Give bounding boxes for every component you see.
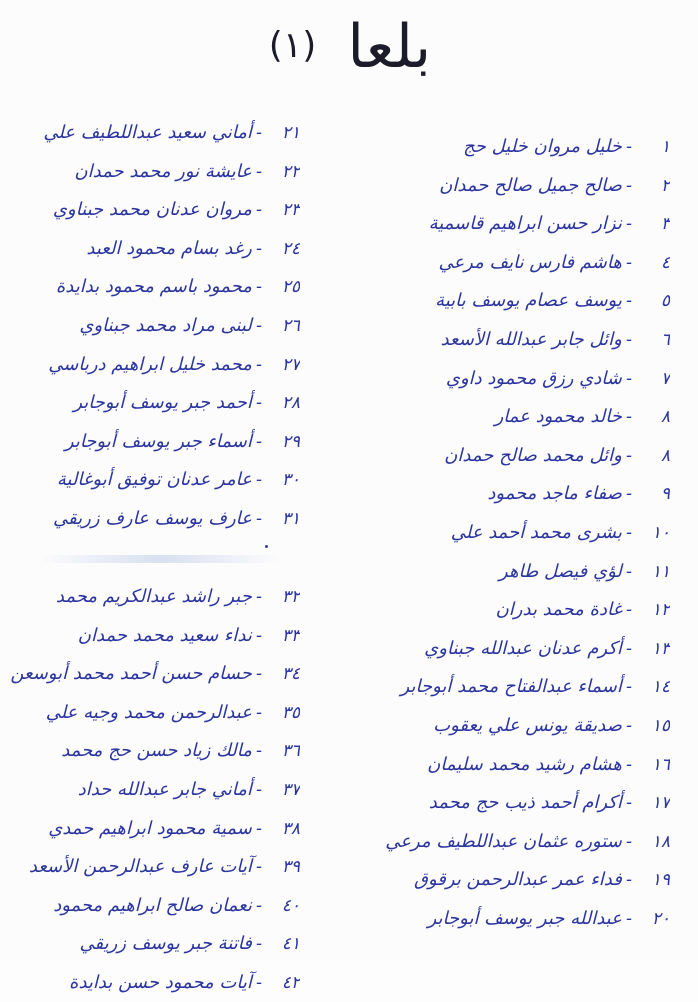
list-item (0, 964, 300, 1002)
item-number: ٨ (660, 407, 670, 428)
item-name: صالح جميل صالح حمدان (439, 174, 622, 196)
item-dash: - (255, 664, 262, 685)
item-name: يوسف عصام يوسف بابية (435, 290, 622, 312)
list-item (0, 268, 300, 306)
list-item (340, 514, 670, 552)
item-number: ١ (660, 137, 670, 157)
item-dash: - (625, 716, 632, 736)
item-number: ٢٣ (281, 200, 300, 221)
list-item (340, 282, 670, 320)
item-name: أسماء عبدالفتاح محمد أبوجابر (400, 676, 622, 698)
item-dash: - (255, 780, 262, 800)
list-item (0, 423, 300, 461)
item-name: آيات عارف عبدالرحمن الأسعد (28, 856, 252, 878)
item-dash: - (625, 561, 632, 582)
item-number: ٣٦ (281, 741, 300, 762)
title-word: بلعا (347, 12, 432, 82)
item-dash: - (625, 793, 632, 814)
item-dash: - (625, 407, 632, 428)
list-item (340, 553, 670, 591)
item-number: ٢٢ (281, 161, 300, 182)
list-item (0, 617, 300, 655)
item-name: خالد محمود عمار (494, 406, 622, 428)
item-dash: - (255, 934, 262, 955)
item-name: صديقة يونس علي يعقوب (433, 715, 622, 736)
item-number: ٧ (660, 368, 670, 389)
item-number: ٢٠ (651, 909, 670, 929)
list-item (340, 668, 670, 706)
item-dash: - (255, 277, 262, 298)
item-dash: - (255, 200, 262, 221)
item-number: ٢٤ (281, 238, 300, 259)
ink-smudge (40, 555, 280, 563)
item-number: ٣٨ (281, 818, 300, 839)
item-name: بشرى محمد أحمد علي (450, 522, 622, 543)
list-item (340, 630, 670, 668)
list-item (340, 437, 670, 475)
item-number: ٣٥ (281, 702, 300, 723)
item-number: ٢٥ (281, 277, 300, 298)
list-item (340, 861, 670, 899)
list-item (0, 153, 300, 191)
item-name: لبنى مراد محمد جبناوي (79, 315, 252, 336)
list-item (0, 887, 300, 925)
list-item (0, 771, 300, 809)
item-dash: - (625, 330, 632, 350)
item-dash: - (255, 161, 262, 182)
page-title (200, 6, 500, 86)
list-item (340, 475, 670, 513)
item-number: ٣٣ (281, 625, 300, 646)
item-dash: - (255, 857, 262, 878)
item-name: أماني سعيد عبداللطيف علي (43, 122, 252, 143)
item-dash: - (625, 677, 632, 698)
list-item (0, 500, 300, 538)
item-name: عبدالرحمن محمد وجيه علي (45, 701, 252, 723)
item-name: أماني جابر عبدالله حداد (77, 779, 252, 800)
item-number: ١٩ (651, 870, 670, 891)
item-dash: - (625, 484, 632, 505)
item-name: هشام رشيد محمد سليمان (427, 753, 622, 775)
list-item (0, 384, 300, 422)
list-item (0, 925, 300, 963)
item-dash: - (255, 316, 262, 336)
item-name: مالك زياد حسن حج محمد (61, 740, 252, 762)
item-dash: - (625, 600, 632, 621)
list-item (340, 398, 670, 436)
list-item (340, 591, 670, 629)
item-dash: - (625, 252, 632, 273)
item-dash: - (625, 137, 632, 157)
item-dash: - (625, 445, 632, 466)
list-item (340, 244, 670, 282)
item-number: ١٨ (651, 831, 670, 852)
item-number: ١٠ (651, 523, 670, 543)
item-name: أكرام أحمد ذيب حج محمد (428, 792, 622, 814)
item-dash: - (255, 702, 262, 723)
item-number: ١١ (651, 561, 670, 582)
item-name: آيات محمود حسن بدايدة (69, 972, 252, 993)
list-item (0, 191, 300, 229)
item-dash: - (255, 587, 262, 607)
item-number: ٢٩ (281, 431, 300, 452)
item-number: ٢٧ (281, 354, 300, 375)
item-name: وائل محمد صالح حمدان (444, 444, 622, 466)
list-item (0, 114, 300, 152)
item-name: صفاء ماجد محمود (487, 483, 622, 505)
item-dash: - (255, 509, 262, 529)
item-name: أسماء جبر يوسف أبوجابر (64, 430, 252, 452)
item-number: ٣٧ (281, 780, 300, 800)
item-number: ٢٦ (281, 316, 300, 336)
item-name: أكرم عدنان عبدالله جبناوي (424, 637, 622, 659)
item-number: ٩ (660, 484, 670, 505)
list-item (340, 321, 670, 359)
list-item (340, 128, 670, 166)
item-name: نعمان صالح ابراهيم محمود (53, 894, 252, 916)
item-name: لؤي فيصل طاهر (499, 560, 622, 582)
item-name: خليل مروان خليل حج (463, 136, 622, 157)
list-item (0, 810, 300, 848)
ink-dot (265, 545, 268, 548)
item-dash: - (255, 818, 262, 839)
item-number: ٣٩ (281, 857, 300, 878)
list-item (0, 230, 300, 268)
list-item (340, 360, 670, 398)
list-item (0, 848, 300, 886)
item-name: وائل جابر عبدالله الأسعد (440, 329, 622, 350)
item-number: ٨ (660, 445, 670, 466)
list-item (340, 823, 670, 861)
item-dash: - (255, 431, 262, 452)
item-name: سمية محمود ابراهيم حمدي (48, 817, 252, 839)
item-name: هاشم فارس نايف مرعي (438, 251, 622, 273)
list-item (0, 307, 300, 345)
item-number: ٤٠ (281, 895, 300, 916)
list-item (0, 461, 300, 499)
item-number: ١٣ (651, 638, 670, 659)
list-item (0, 655, 300, 693)
item-dash: - (255, 393, 262, 414)
item-number: ٣٢ (281, 587, 300, 607)
item-number: ٣٠ (281, 470, 300, 491)
item-number: ٢١ (281, 123, 300, 143)
list-item (340, 746, 670, 784)
item-number: ٣٤ (281, 664, 300, 685)
item-dash: - (625, 909, 632, 929)
item-dash: - (625, 870, 632, 891)
item-name: عايشة نور محمد حمدان (74, 160, 252, 182)
item-dash: - (625, 368, 632, 389)
item-dash: - (255, 741, 262, 762)
item-dash: - (255, 123, 262, 143)
item-number: ١٤ (651, 677, 670, 698)
item-name: مروان عدنان محمد جبناوي (52, 199, 252, 221)
item-name: جبر راشد عبدالكريم محمد (55, 586, 252, 607)
item-number: ٤٢ (281, 973, 300, 993)
item-dash: - (255, 895, 262, 916)
item-dash: - (625, 754, 632, 775)
item-name: محمد خليل ابراهيم درباسي (48, 353, 252, 375)
item-dash: - (255, 973, 262, 993)
item-name: عبدالله جبر يوسف أبوجابر (427, 908, 622, 929)
item-name: فاتنة جبر يوسف زريقي (79, 933, 252, 955)
item-number: ١٦ (651, 754, 670, 775)
item-name: محمود باسم محمود بدايدة (55, 276, 252, 298)
item-number: ٦ (660, 330, 670, 350)
item-number: ١٥ (651, 716, 670, 736)
item-name: فداء عمر عبدالرحمن برقوق (414, 869, 622, 891)
item-dash: - (625, 638, 632, 659)
item-dash: - (625, 291, 632, 312)
item-name: نزار حسن ابراهيم قاسمية (428, 213, 622, 235)
list-item (340, 900, 670, 938)
item-name: عامر عدنان توفيق أبوغالية (56, 469, 252, 491)
item-name: أحمد جبر يوسف أبوجابر (73, 392, 252, 414)
list-item (0, 694, 300, 732)
list-item (0, 578, 300, 616)
item-number: ٥ (660, 291, 670, 312)
item-name: رغد بسام محمود العبد (86, 237, 252, 259)
item-number: ١٢ (651, 600, 670, 621)
item-dash: - (255, 470, 262, 491)
item-number: ٣١ (281, 509, 300, 529)
list-item (340, 167, 670, 205)
item-number: ٤١ (281, 934, 300, 955)
item-dash: - (625, 214, 632, 235)
item-number: ٢٨ (281, 393, 300, 414)
item-name: شادي رزق محمود داوي (445, 367, 622, 389)
item-number: ٤ (660, 252, 670, 273)
list-item (340, 784, 670, 822)
item-dash: - (255, 354, 262, 375)
list-item (340, 707, 670, 745)
item-dash: - (625, 831, 632, 852)
item-name: عارف يوسف عارف زريقي (53, 508, 252, 529)
item-dash: - (255, 238, 262, 259)
item-dash: - (255, 625, 262, 646)
item-name: غادة محمد بدران (495, 599, 622, 621)
item-name: ستوره عثمان عبداللطيف مرعي (385, 830, 622, 852)
list-item (340, 205, 670, 243)
item-number: ٣ (660, 214, 670, 235)
item-number: ١٧ (651, 793, 670, 814)
item-number: ٢ (660, 175, 670, 196)
item-name: نداء سعيد محمد حمدان (77, 624, 252, 646)
list-item (0, 346, 300, 384)
item-name: حسام حسن أحمد محمد أبوسعن (10, 663, 252, 685)
item-dash: - (625, 175, 632, 196)
list-item (0, 732, 300, 770)
title-number: (١) (268, 25, 317, 66)
item-dash: - (625, 523, 632, 543)
